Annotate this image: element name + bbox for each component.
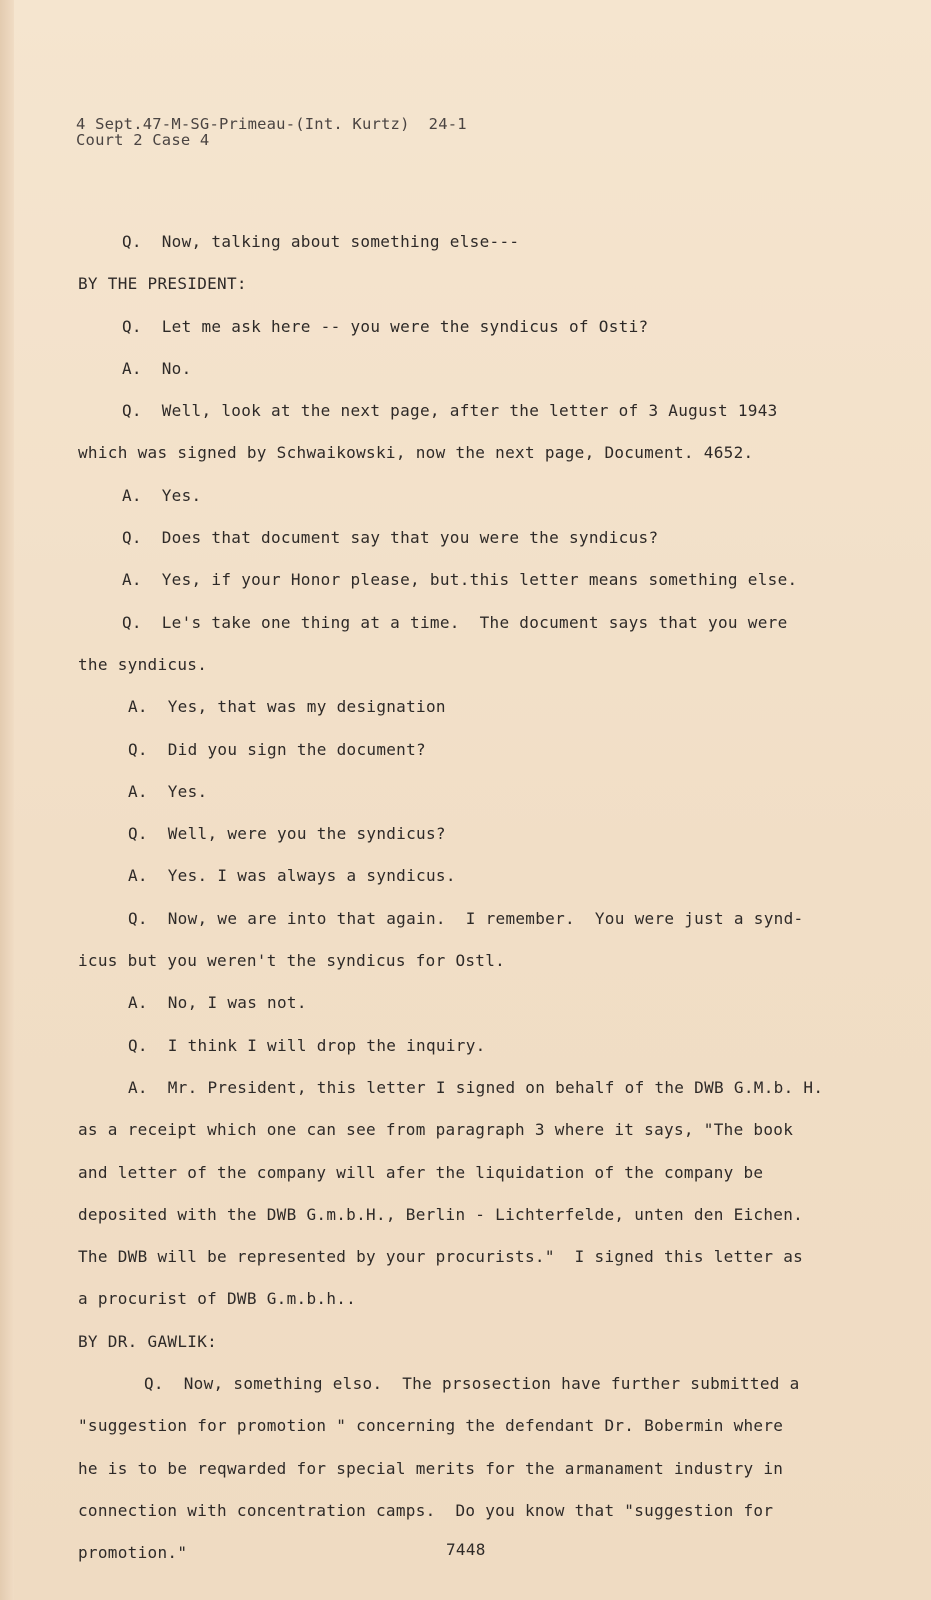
transcript-line: he is to be reqwarded for special merits for the armanament industry in bbox=[78, 1458, 784, 1478]
transcript-line: which was signed by Schwaikowski, now the next page, Document. 4652. bbox=[78, 443, 754, 463]
transcript-line: as a receipt which one can see from paragraph 3 where it says, "The book bbox=[78, 1120, 794, 1140]
paper-edge bbox=[0, 0, 14, 1600]
speaker-heading: BY DR. GAWLIK: bbox=[78, 1331, 218, 1351]
transcript-line: Q. Let me ask here -- you were the syndicus of Osti? bbox=[122, 316, 649, 336]
header-line-2: Court 2 Case 4 bbox=[76, 131, 210, 149]
transcript-line: A. Yes. bbox=[122, 485, 202, 505]
transcript-line: "suggestion for promotion " concerning the defendant Dr. Bobermin where bbox=[78, 1416, 784, 1436]
speaker-heading: BY THE PRESIDENT: bbox=[78, 274, 247, 294]
transcript-line: A. Mr. President, this letter I signed on behalf of the DWB G.M.b. H. bbox=[128, 1077, 824, 1097]
transcript-line: Q. Now, talking about something else--- bbox=[122, 232, 520, 251]
transcript-line: connection with concentration camps. Do you know that "suggestion for bbox=[78, 1500, 774, 1520]
transcript-line: deposited with the DWB G.m.b.H., Berlin - Lichterfelde, unten den Eichen. bbox=[78, 1204, 804, 1224]
transcript-line: Q. Now, we are into that again. I remember. You were just a synd- bbox=[128, 908, 804, 928]
transcript-line: Q. Le's take one thing at a time. The document says that you were bbox=[122, 612, 788, 632]
transcript-line: icus but you weren't the syndicus for Ostl. bbox=[78, 951, 506, 971]
transcript-line: A. Yes, that was my designation bbox=[128, 697, 446, 717]
transcript-line: A. No. bbox=[122, 358, 192, 378]
transcript-line: A. Yes. I was always a syndicus. bbox=[128, 866, 456, 886]
transcript-line: and letter of the company will afer the liquidation of the company be bbox=[78, 1162, 764, 1182]
transcript-line: A. Yes. bbox=[128, 781, 208, 801]
transcript-body bbox=[76, 232, 866, 1586]
transcript-line: Q. I think I will drop the inquiry. bbox=[128, 1035, 486, 1055]
transcript-line: The DWB will be represented by your procurists." I signed this letter as bbox=[78, 1247, 804, 1267]
transcript-line: Q. Did you sign the document? bbox=[128, 739, 426, 759]
document-header bbox=[76, 116, 467, 148]
header-line-1: 4 Sept.47-M-SG-Primeau-(Int. Kurtz) 24-1 bbox=[76, 115, 467, 133]
transcript-line: Q. Well, look at the next page, after the letter of 3 August 1943 bbox=[122, 401, 778, 421]
transcript-line: A. Yes, if your Honor please, but.this letter means something else. bbox=[122, 570, 798, 590]
transcript-line: the syndicus. bbox=[78, 654, 208, 674]
transcript-line: Q. Well, were you the syndicus? bbox=[128, 824, 446, 844]
transcript-line: Q. Now, something elso. The prsosection have further submitted a bbox=[144, 1374, 800, 1394]
transcript-line: a procurist of DWB G.m.b.h.. bbox=[78, 1289, 357, 1309]
transcript-line: promotion." bbox=[78, 1543, 188, 1563]
transcript-line: A. No, I was not. bbox=[128, 993, 307, 1013]
page-number: 7448 bbox=[446, 1540, 486, 1559]
transcript-line: Q. Does that document say that you were the syndicus? bbox=[122, 528, 659, 548]
